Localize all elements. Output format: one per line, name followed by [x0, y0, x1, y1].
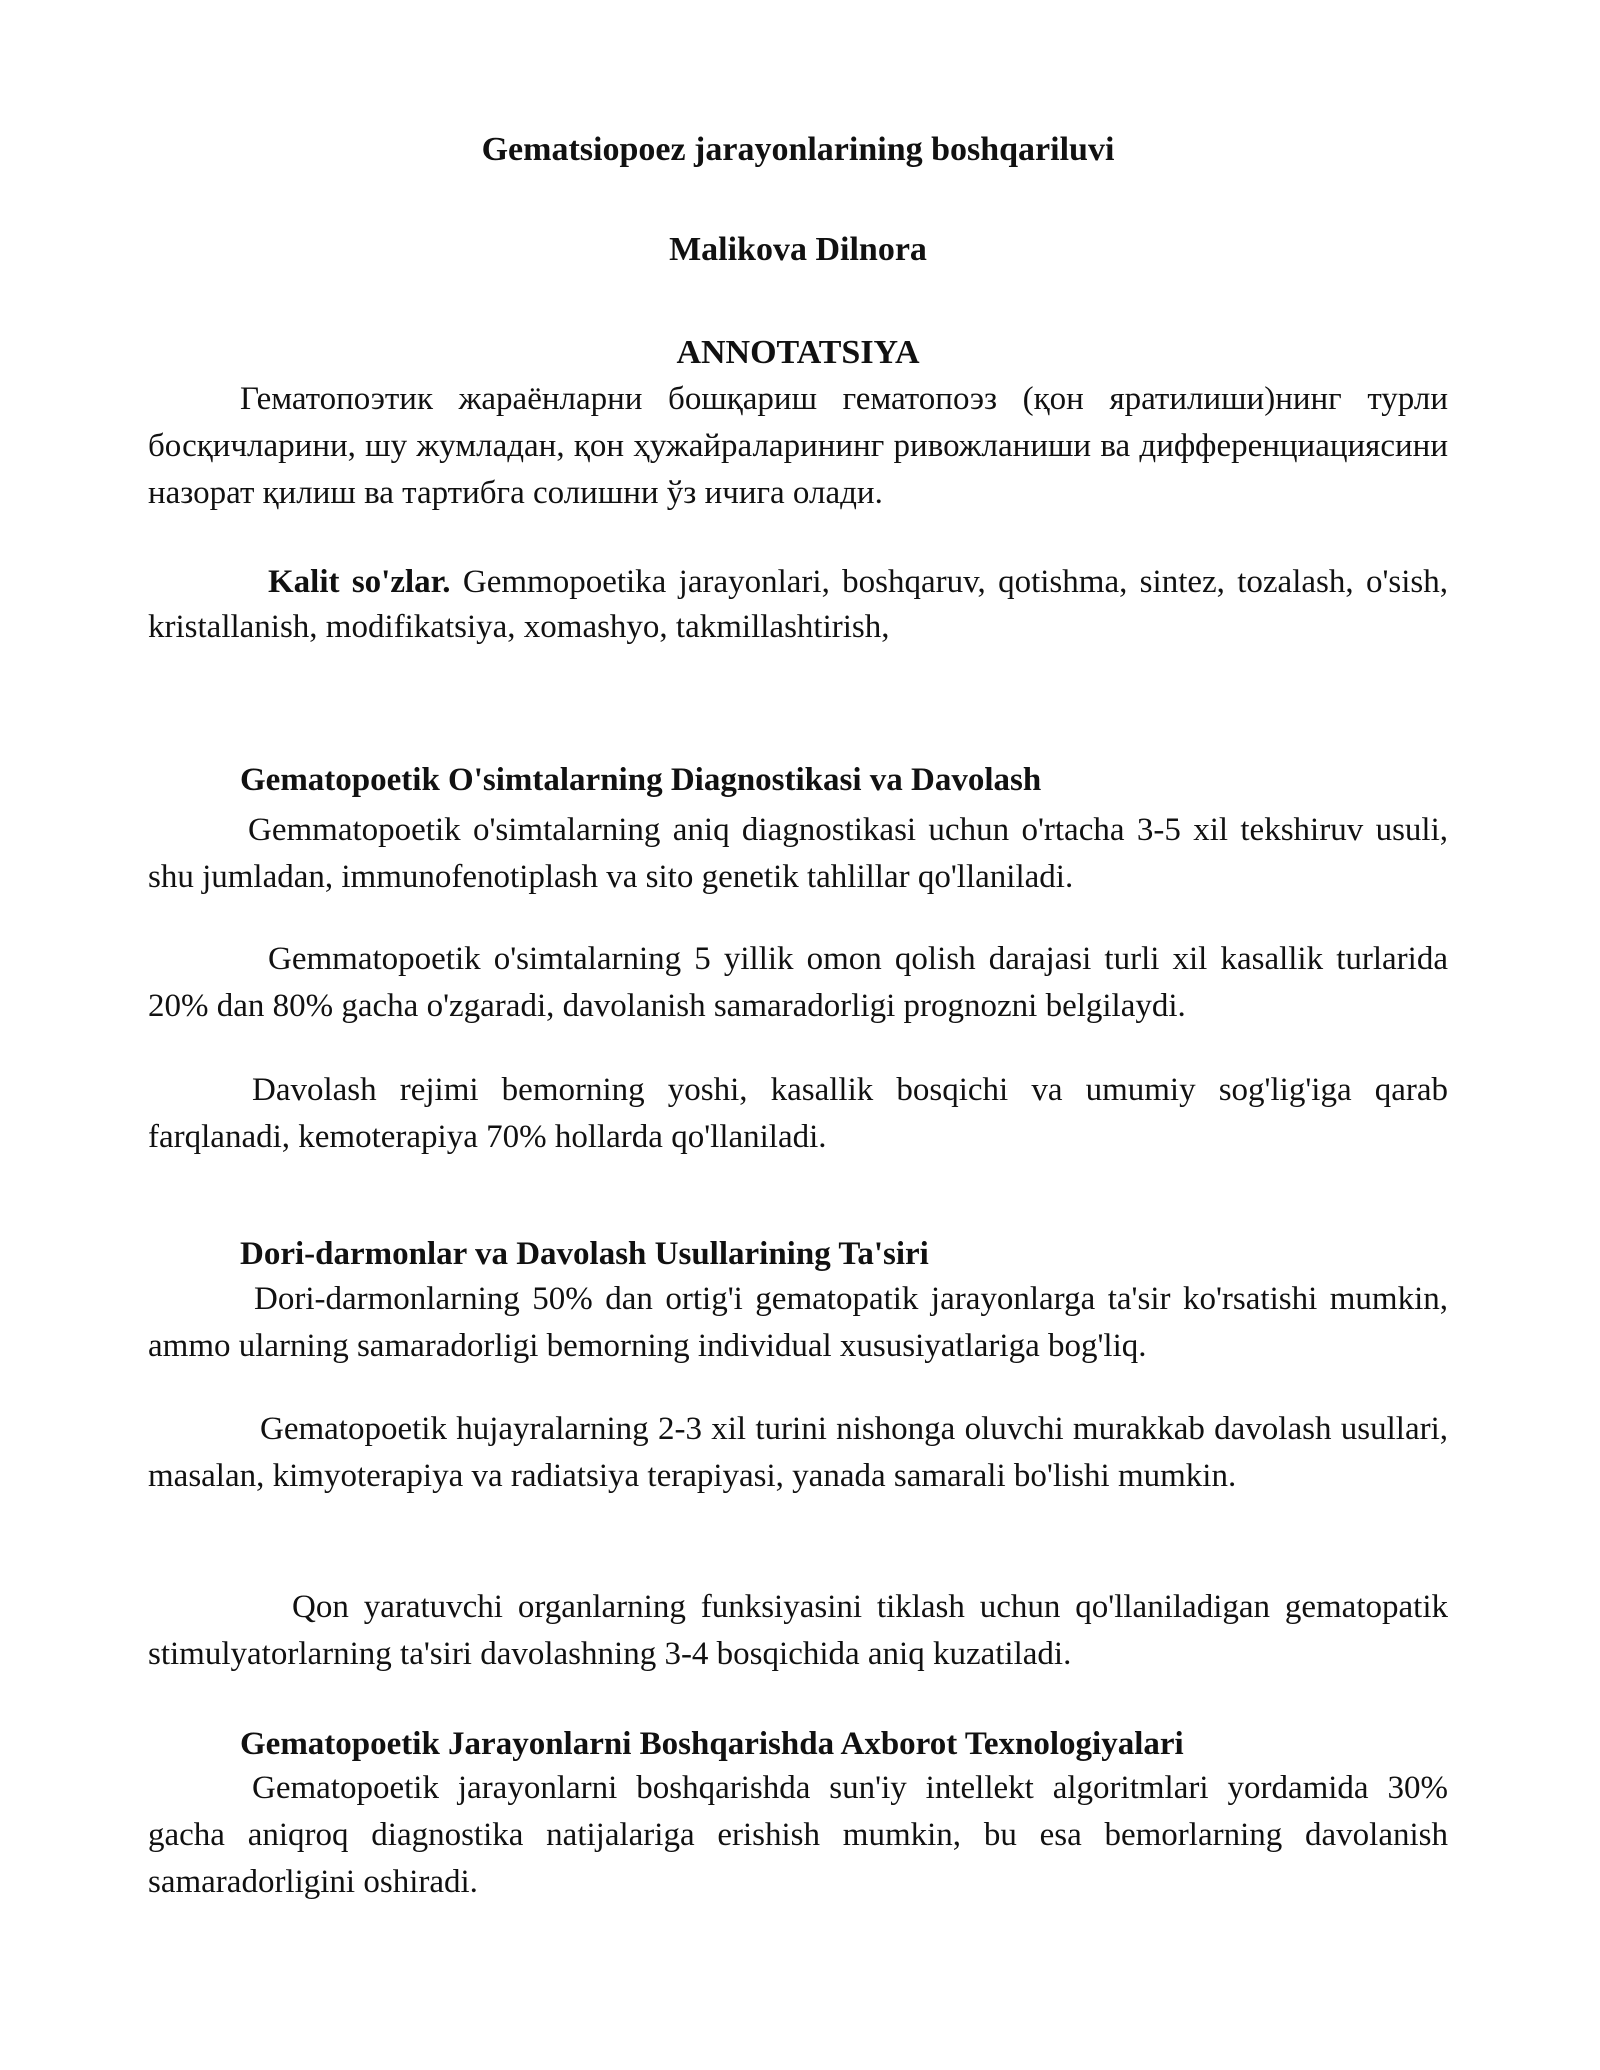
keywords-paragraph [148, 560, 1448, 650]
section-heading: Gematopoetik Jarayonlarni Boshqarishda Axborot Texnologiyalari [240, 1726, 1184, 1762]
keywords-text: Gemmopoetika jarayonlari, boshqaruv, qotishma, sintez, tozalash, o'sish, kristallanish, modifikatsiya, xomashyo, takmillashtirish, [148, 564, 1448, 645]
section-paragraph: Gemmatopoetik o'simtalarning 5 yillik omon qolish darajasi turli xil kasallik turlarida 20% dan 80% gacha o'zgaradi, davolanish samaradorligi prognozni belgilaydi. [148, 941, 1448, 1024]
section-heading: Gematopoetik O'simtalarning Diagnostikasi va Davolash [240, 762, 1042, 798]
section-paragraph: Qon yaratuvchi organlarning funksiyasini tiklash uchun qo'llaniladigan gematopatik stimulyatorlarning ta'siri davolashning 3-4 bosqichida aniq kuzatiladi. [148, 1589, 1448, 1672]
annotation-paragraph: Гематопоэтик жараёнларни бошқариш гематопоэз (қон яратилиши)нинг турли босқичларини, шу жумладан, қон ҳужайраларининг ривожланиши ва дифференциациясини назорат қилиш ва тартибга солишни ўз ичига олади. [148, 381, 1448, 511]
section-paragraph: Davolash rejimi bemorning yoshi, kasallik bosqichi va umumiy sog'lig'iga qarab farqlanadi, kemoterapiya 70% hollarda qo'llaniladi. [148, 1072, 1448, 1155]
author-name: Malikova Dilnora [669, 231, 927, 268]
section-heading: Dori-darmonlar va Davolash Usullarining Ta'siri [240, 1236, 929, 1272]
section-paragraph: Gemmatopoetik o'simtalarning aniq diagnostikasi uchun o'rtacha 3-5 xil tekshiruv usuli, shu jumladan, immunofenotiplash va sito genetik tahlillar qo'llaniladi. [148, 812, 1448, 895]
section-paragraph: Dori-darmonlarning 50% dan ortig'i gematopatik jarayonlarga ta'sir ko'rsatishi mumkin, ammo ularning samaradorligi bemorning individual xususiyatlariga bog'liq. [148, 1281, 1448, 1364]
keywords-label: Kalit so'zlar. [268, 564, 451, 600]
document-title: Gematsiopoez jarayonlarining boshqariluvi [481, 131, 1115, 168]
section-paragraph: Gematopoetik jarayonlarni boshqarishda sun'iy intellekt algoritmlari yordamida 30% gacha aniqroq diagnostika natijalariga erishish mumkin, bu esa bemorlarning davolanish samaradorligini oshiradi. [148, 1770, 1448, 1900]
annotation-heading: ANNOTATSIYA [676, 334, 920, 371]
section-paragraph: Gematopoetik hujayralarning 2-3 xil turini nishonga oluvchi murakkab davolash usullari, masalan, kimyoterapiya va radiatsiya terapiyasi, yanada samarali bo'lishi mumkin. [148, 1411, 1448, 1494]
